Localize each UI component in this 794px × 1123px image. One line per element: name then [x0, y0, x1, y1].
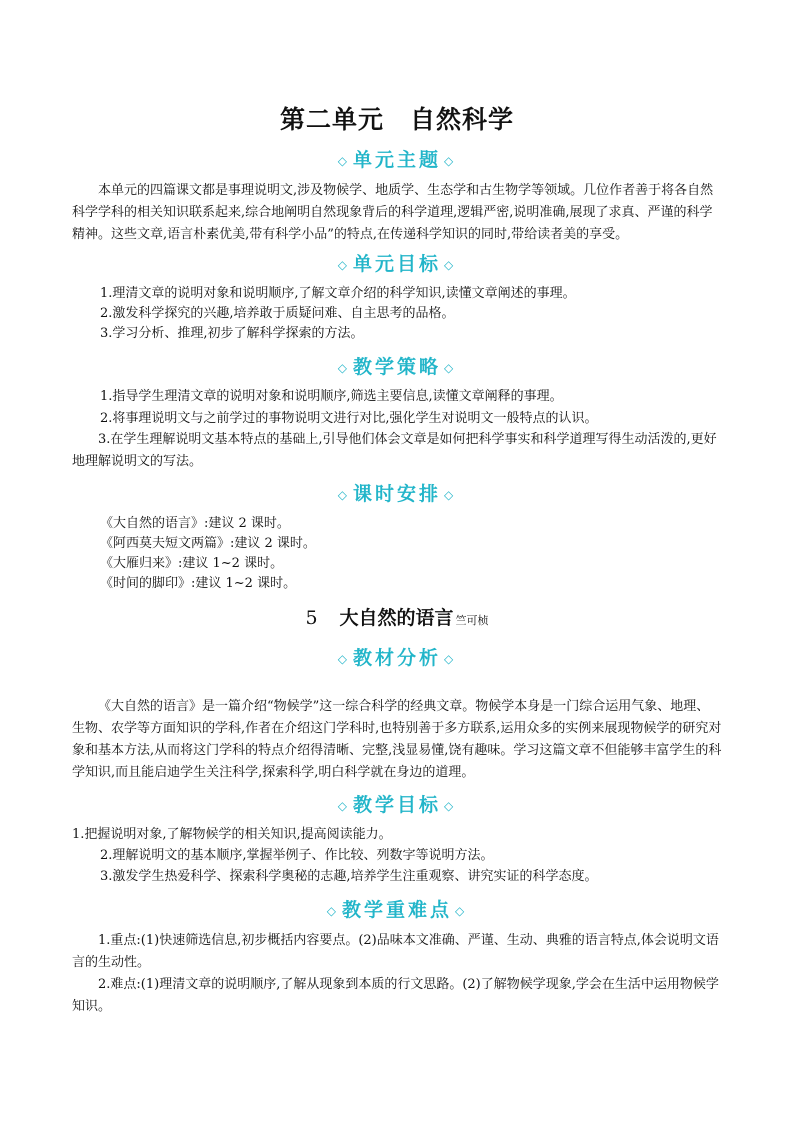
strategy-item: 3.在学生理解说明文基本特点的基础上,引导他们体会文章是如何把科学事实和科学道理写得生动活泼的,更好地理解说明文的写法。	[72, 432, 717, 469]
section-heading-material: ◇ 教材分析 ◇	[337, 647, 457, 669]
lesson-number: 5	[305, 607, 318, 629]
diamond-icon: ◇	[444, 361, 457, 375]
schedule-item: 《大雁归来》:建议 1~2 课时。	[100, 556, 284, 571]
teaching-goal-item: 1.把握说明对象,了解物候学的相关知识,提高阅读能力。	[72, 827, 392, 842]
material-paragraph: 《大自然的语言》是一篇介绍“物候学”这一综合科学的经典文章。物候学本身是一门综合运用气象、地理、生物、农学等方面知识的学科,作者在介绍这门学科时,也特别善于多方联系,运用众多的实例来展现物候学的研究对象和基本方法,从而将这门学科的特点介绍得清晰、完整,浅显易懂,饶有趣味。学习这篇文章不但能够丰富学生的科学知识,而且能启迪学生关注科学,探索科学,明白科学就在身边的道理。	[72, 699, 722, 780]
diamond-icon: ◇	[337, 799, 350, 813]
lesson-name: 大自然的语言	[339, 607, 454, 629]
schedule-item: 《阿西莫夫短文两篇》:建议 2 课时。	[100, 536, 316, 551]
lesson-title	[0, 603, 794, 630]
diamond-icon: ◇	[337, 488, 350, 502]
section-heading-goals: ◇ 单元目标 ◇	[337, 253, 457, 275]
theme-paragraph: 本单元的四篇课文都是事理说明文,涉及物候学、地质学、生态学和古生物学等领域。几位作者善于将各自然科学学科的相关知识联系起来,综合地阐明自然现象背后的科学道理,逻辑严密,说明准确,展现了求真、严谨的科学精神。这些文章,语言朴素优美,带有科学小品”的特点,在传递科学知识的同时,带给读者美的享受。	[72, 183, 714, 242]
strategy-item: 1.指导学生理清文章的说明对象和说明顺序,筛选主要信息,读懂文章阐释的事理。	[100, 389, 563, 404]
diamond-icon: ◇	[337, 258, 350, 272]
diamond-icon: ◇	[326, 904, 339, 918]
diamond-icon: ◇	[444, 154, 457, 168]
diamond-icon: ◇	[444, 799, 457, 813]
unit-title-part1: 第二单元	[279, 105, 384, 134]
section-heading-theme: ◇ 单元主题 ◇	[337, 149, 457, 171]
schedule-item: 《时间的脚印》:建议 1~2 课时。	[100, 576, 297, 591]
unit-goal-item: 3.学习分析、推理,初步了解科学探索的方法。	[100, 326, 364, 341]
key-point-item: 2.难点:(1)理清文章的说明顺序,了解从现象到本质的行文思路。(2)了解物候学现象,学会在生活中运用物候学知识。	[72, 977, 719, 1014]
lesson-author: 竺可桢	[455, 614, 489, 627]
strategy-item: 2.将事理说明文与之前学过的事物说明文进行对比,强化学生对说明文一般特点的认识。	[100, 411, 598, 426]
diamond-icon: ◇	[444, 652, 457, 666]
teaching-goal-item: 3.激发学生热爱科学、探索科学奥秘的志趣,培养学生注重观察、讲究实证的科学态度。	[100, 869, 598, 884]
diamond-icon: ◇	[444, 258, 457, 272]
diamond-icon: ◇	[337, 154, 350, 168]
unit-title	[0, 100, 794, 136]
key-point-item: 1.重点:(1)快速筛选信息,初步概括内容要点。(2)品味本文准确、严谨、生动、典雅的语言特点,体会说明文语言的生动性。	[72, 933, 719, 970]
section-heading-strategy: ◇ 教学策略 ◇	[337, 356, 457, 378]
section-heading-schedule: ◇ 课时安排 ◇	[337, 483, 457, 505]
diamond-icon: ◇	[337, 652, 350, 666]
section-heading-key-points: ◇ 教学重难点 ◇	[326, 899, 468, 921]
teaching-goal-item: 2.理解说明文的基本顺序,掌握举例子、作比较、列数字等说明方法。	[100, 848, 494, 863]
diamond-icon: ◇	[444, 488, 457, 502]
schedule-item: 《大自然的语言》:建议 2 课时。	[100, 516, 290, 531]
unit-title-part2: 自然科学	[410, 105, 515, 134]
unit-goal-item: 1.理清文章的说明对象和说明顺序,了解文章介绍的科学知识,读懂文章阐述的事理。	[100, 286, 576, 301]
unit-goal-item: 2.激发科学探究的兴趣,培养敢于质疑问难、自主思考的品格。	[100, 306, 455, 321]
section-heading-teaching-goals: ◇ 教学目标 ◇	[337, 794, 457, 816]
diamond-icon: ◇	[455, 904, 468, 918]
diamond-icon: ◇	[337, 361, 350, 375]
